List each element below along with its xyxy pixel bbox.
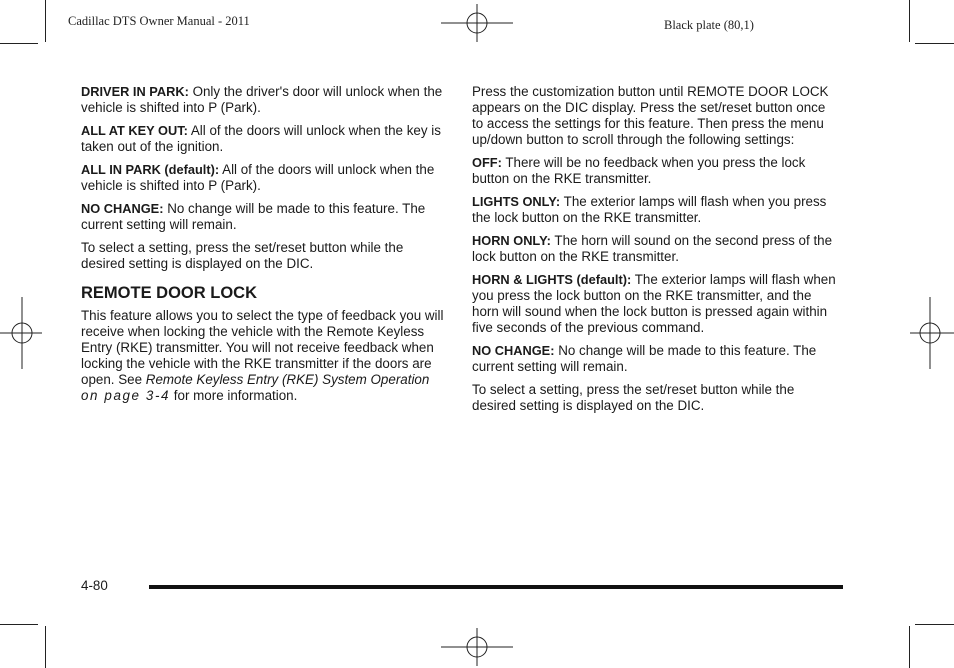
closing-paragraph: To select a setting, press the set/reset button while the desired setting is displayed on the DIC. xyxy=(472,382,795,413)
page-number: 4-80 xyxy=(81,578,108,593)
setting-description: No change will be made to this feature. The current setting will remain. xyxy=(81,201,426,232)
setting-label: OFF: xyxy=(472,155,502,170)
setting-description: The exterior lamps will flash when you press the lock button on the RKE transmitter, and the horn will sound when the lock button is pressed again within five seconds of the previous command. xyxy=(472,272,836,335)
left-column xyxy=(81,84,447,411)
crop-mark xyxy=(909,0,910,42)
setting-item xyxy=(472,194,838,226)
crop-mark xyxy=(909,626,910,668)
setting-description: All of the doors will unlock when the vehicle is shifted into P (Park). xyxy=(81,162,435,193)
setting-label: ALL AT KEY OUT: xyxy=(81,123,188,138)
setting-item xyxy=(81,84,447,116)
crop-mark xyxy=(915,624,954,625)
setting-label: DRIVER IN PARK: xyxy=(81,84,189,99)
setting-description: The exterior lamps will flash when you press the lock button on the RKE transmitter. xyxy=(472,194,827,225)
setting-item xyxy=(472,343,838,375)
crop-mark xyxy=(0,624,38,625)
setting-item xyxy=(81,201,447,233)
reference-page: on page 3-4 xyxy=(81,388,171,403)
crop-mark xyxy=(45,0,46,42)
right-column xyxy=(472,84,838,421)
setting-label: HORN ONLY: xyxy=(472,233,551,248)
registration-mark-icon xyxy=(910,297,954,369)
setting-item xyxy=(472,155,838,187)
registration-mark-icon xyxy=(441,4,513,42)
setting-label: NO CHANGE: xyxy=(472,343,555,358)
setting-item xyxy=(472,233,838,265)
setting-description: The horn will sound on the second press of the lock button on the RKE transmitter. xyxy=(472,233,833,264)
setting-label: ALL IN PARK (default): xyxy=(81,162,220,177)
setting-item xyxy=(472,272,838,336)
registration-mark-icon xyxy=(0,297,42,369)
setting-label: LIGHTS ONLY: xyxy=(472,194,561,209)
manual-title: Cadillac DTS Owner Manual - 2011 xyxy=(68,14,250,28)
crop-mark xyxy=(915,43,954,44)
setting-label: HORN & LIGHTS (default): xyxy=(472,272,632,287)
section-heading: REMOTE DOOR LOCK xyxy=(81,284,257,302)
setting-label: NO CHANGE: xyxy=(81,201,164,216)
setting-description: No change will be made to this feature. The current setting will remain. xyxy=(472,343,817,374)
description-text: for more information. xyxy=(170,388,298,403)
feature-description xyxy=(81,308,447,404)
setting-item xyxy=(81,123,447,155)
registration-mark-icon xyxy=(441,628,513,666)
crop-mark xyxy=(45,626,46,668)
setting-description: Only the driver's door will unlock when the vehicle is shifted into P (Park). xyxy=(81,84,443,115)
description-text: This feature allows you to select the type of feedback you will receive when locking the vehicle with the Remote Keyless Entry (RKE) transmitter. You will not receive feedback when locking the vehicle with the RKE transmitter if the doors are open. See xyxy=(81,308,444,387)
closing-paragraph: To select a setting, press the set/reset button while the desired setting is displayed on the DIC. xyxy=(81,240,404,271)
setting-description: All of the doors will unlock when the key is taken out of the ignition. xyxy=(81,123,441,154)
setting-item xyxy=(81,162,447,194)
plate-label: Black plate (80,1) xyxy=(664,18,754,32)
footer-rule xyxy=(149,585,843,589)
crop-mark xyxy=(0,43,38,44)
reference-title: Remote Keyless Entry (RKE) System Operation xyxy=(145,372,430,387)
setting-description: There will be no feedback when you press the lock button on the RKE transmitter. xyxy=(472,155,806,186)
intro-paragraph: Press the customization button until REMOTE DOOR LOCK appears on the DIC display. Press the set/reset button once to access the settings for this feature. Then press the menu up/down button to scroll through the following settings: xyxy=(472,84,829,147)
